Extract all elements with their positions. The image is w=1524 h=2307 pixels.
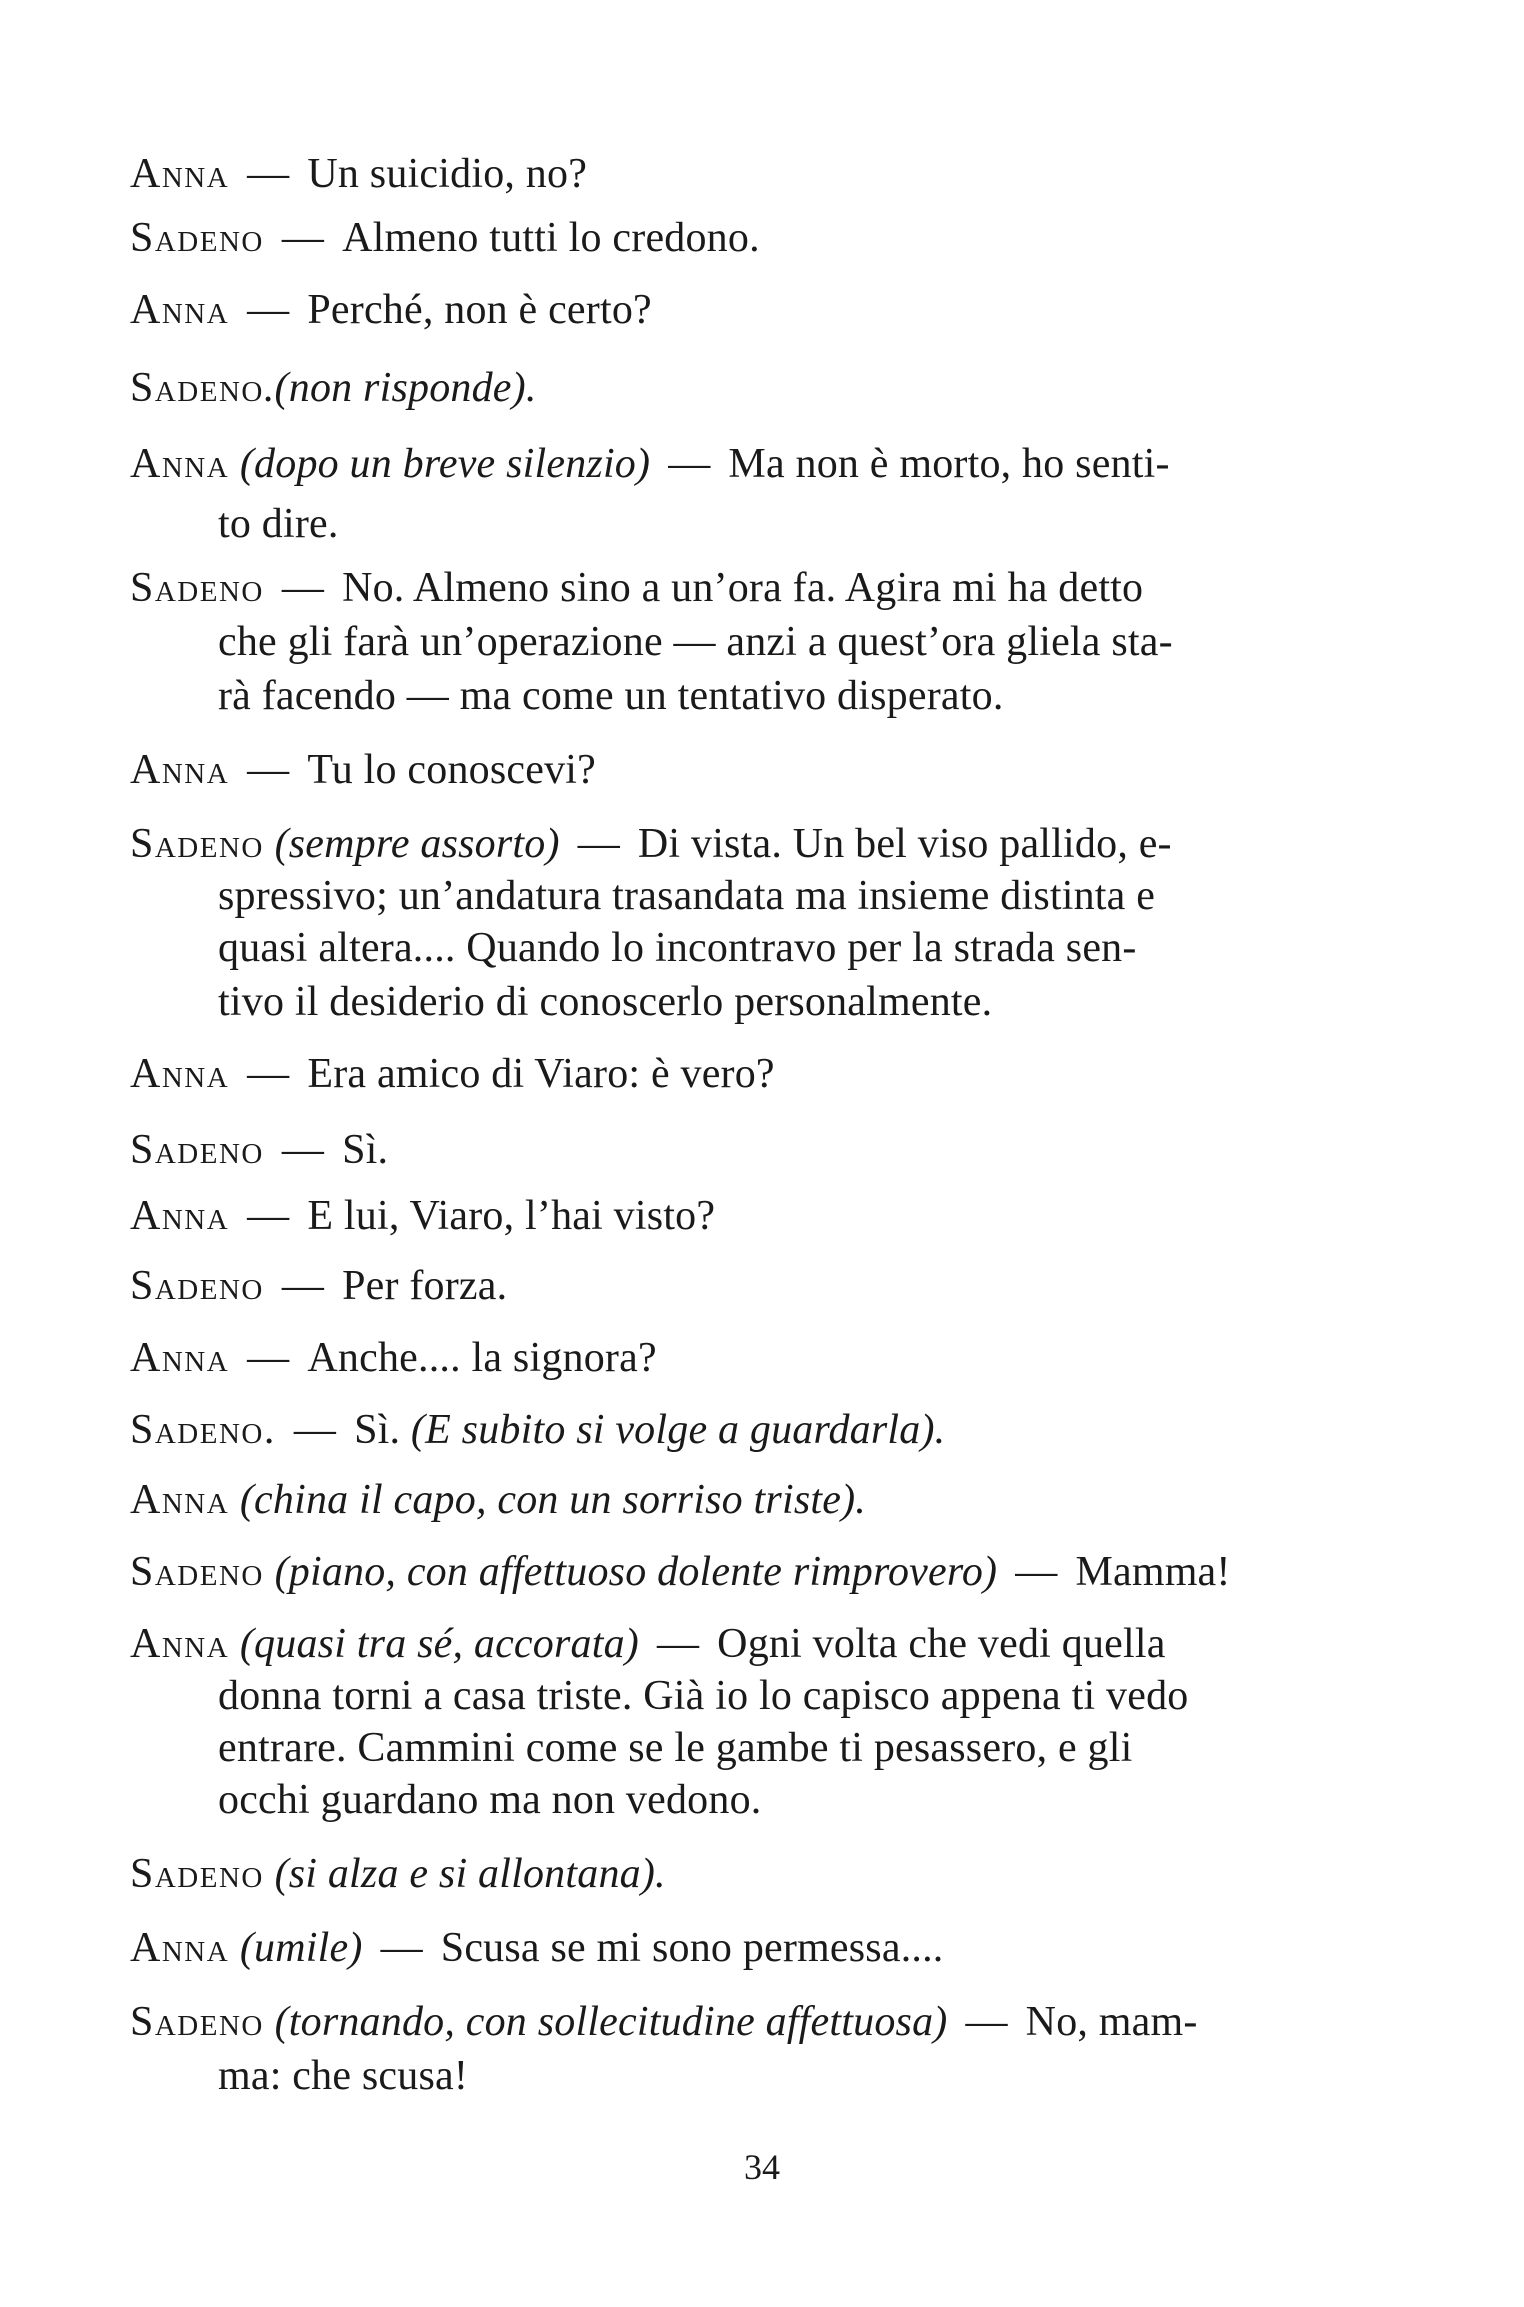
stage-direction: (sempre assorto)	[274, 821, 560, 867]
em-dash: —	[965, 1999, 1008, 2045]
dialogue-line	[130, 1546, 1400, 1598]
speaker-name: Anna	[130, 441, 230, 487]
speaker-name: Sadeno.	[130, 1407, 276, 1453]
stage-direction: (china il capo, con un sorriso triste).	[239, 1477, 866, 1523]
em-dash: —	[281, 1263, 325, 1309]
dialogue-line	[130, 1048, 1400, 1100]
line-text: Ma non è morto, ho senti-	[728, 441, 1170, 487]
dialogue-line	[130, 1922, 1400, 1974]
dialogue-line	[130, 212, 1400, 264]
dialogue-line	[130, 362, 1400, 414]
em-dash: —	[247, 1193, 290, 1239]
continuation-line: ma: che scusa!	[218, 2053, 469, 2099]
continuation-line: occhi guardano ma non vedono.	[218, 1777, 762, 1823]
line-text: Tu lo conoscevi?	[307, 747, 597, 793]
line-text: Per forza.	[342, 1263, 508, 1309]
line-text: Un suicidio, no?	[307, 151, 588, 197]
dialogue-line	[130, 562, 1400, 614]
dialogue-line	[130, 744, 1400, 796]
line-text: Mamma!	[1075, 1549, 1231, 1595]
dialogue-line	[130, 1996, 1400, 2048]
continuation-line: quasi altera.... Quando lo incontravo per la strada sen-	[218, 925, 1137, 971]
speaker-name: Anna	[130, 1925, 230, 1971]
stage-direction: (si alza e si allontana).	[274, 1851, 666, 1897]
em-dash: —	[247, 1051, 290, 1097]
stage-direction: (piano, con affettuoso dolente rimprovero)	[274, 1549, 998, 1595]
speaker-name: Sadeno	[130, 1127, 264, 1173]
line-text: Anche.... la signora?	[307, 1335, 657, 1381]
em-dash: —	[281, 215, 325, 261]
continuation-line: rà facendo — ma come un tentativo disperato.	[218, 673, 1004, 719]
em-dash: —	[656, 1621, 700, 1667]
line-text: Sì.	[354, 1407, 401, 1453]
dialogue-line	[130, 284, 1400, 336]
line-text: E lui, Viaro, l’hai visto?	[307, 1193, 716, 1239]
dialogue-line	[130, 1474, 1400, 1526]
continuation-line: tivo il desiderio di conoscerlo personalmente.	[218, 979, 993, 1025]
speaker-name: Sadeno	[130, 1549, 264, 1595]
dialogue-line	[130, 148, 1400, 200]
continuation-line: spressivo; un’andatura trasandata ma insieme distinta e	[218, 873, 1156, 919]
dialogue-line	[130, 438, 1400, 490]
em-dash: —	[577, 821, 620, 867]
em-dash: —	[380, 1925, 423, 1971]
line-text: Sì.	[342, 1127, 389, 1173]
em-dash: —	[668, 441, 711, 487]
continuation-line: che gli farà un’operazione — anzi a quest’ora gliela sta-	[218, 619, 1173, 665]
line-text: Di vista. Un bel viso pallido, e-	[637, 821, 1172, 867]
speaker-name: Anna	[130, 1193, 230, 1239]
speaker-name: Anna	[130, 1621, 230, 1667]
speaker-name: Sadeno	[130, 1263, 264, 1309]
line-text: No. Almeno sino a un’ora fa. Agira mi ha detto	[342, 565, 1144, 611]
speaker-name: Anna	[130, 1477, 230, 1523]
stage-direction: (dopo un breve silenzio)	[239, 441, 651, 487]
em-dash: —	[247, 1335, 290, 1381]
speaker-name: Sadeno	[130, 821, 264, 867]
speaker-name: Anna	[130, 1051, 230, 1097]
dialogue-line	[130, 1190, 1400, 1242]
em-dash: —	[247, 747, 290, 793]
speaker-name: Anna	[130, 287, 230, 333]
dialogue-line	[130, 1332, 1400, 1384]
line-text: Scusa se mi sono permessa....	[440, 1925, 944, 1971]
stage-direction: (quasi tra sé, accorata)	[239, 1621, 639, 1667]
speaker-name: Sadeno	[130, 1851, 264, 1897]
dialogue-line	[130, 1124, 1400, 1176]
continuation-line: donna torni a casa triste. Già io lo capisco appena ti vedo	[218, 1673, 1189, 1719]
speaker-name: Sadeno	[130, 215, 264, 261]
speaker-name: Sadeno	[130, 565, 264, 611]
em-dash: —	[281, 1127, 325, 1173]
speaker-name: Anna	[130, 151, 230, 197]
em-dash: —	[281, 565, 325, 611]
speaker-name: Sadeno	[130, 1999, 264, 2045]
line-text: Ogni volta che vedi quella	[717, 1621, 1166, 1667]
speaker-name: Anna	[130, 1335, 230, 1381]
speaker-name: Sadeno	[130, 365, 264, 411]
page-number: 34	[744, 2147, 780, 2187]
continuation-line: to dire.	[218, 501, 339, 547]
continuation-line: entrare. Cammini come se le gambe ti pesassero, e gli	[218, 1725, 1133, 1771]
line-text: Almeno tutti lo credono.	[342, 215, 760, 261]
stage-direction: (umile)	[239, 1925, 363, 1971]
dialogue-line	[130, 818, 1400, 870]
em-dash: —	[293, 1407, 337, 1453]
em-dash: —	[247, 287, 290, 333]
line-text: Era amico di Viaro: è vero?	[307, 1051, 775, 1097]
speaker-name: Anna	[130, 747, 230, 793]
em-dash: —	[1015, 1549, 1058, 1595]
em-dash: —	[247, 151, 290, 197]
dialogue-line	[130, 1260, 1400, 1312]
dialogue-line	[130, 1404, 1400, 1456]
stage-direction: (tornando, con sollecitudine affettuosa)	[274, 1999, 948, 2045]
stage-direction: .(non risponde).	[263, 365, 537, 411]
line-text: No, mam-	[1025, 1999, 1198, 2045]
dialogue-line	[130, 1848, 1400, 1900]
line-text: Perché, non è certo?	[307, 287, 652, 333]
stage-direction: (E subito si volge a guardarla).	[410, 1407, 946, 1453]
dialogue-line	[130, 1618, 1400, 1670]
